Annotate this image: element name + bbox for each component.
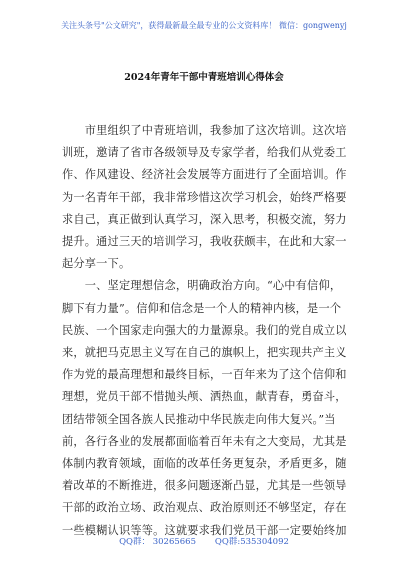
document-title: 2024年青年干部中青班培训心得体会 bbox=[124, 72, 284, 83]
footer-qq-groups: QQ群： 30265665 QQ群:535304092 bbox=[119, 537, 289, 547]
paragraph-intro: 市里组织了中青班培训，我参加了这次培训。这次培训班，邀请了省市各级领导及专家学者，给我们从党委工作、作风建设、经济社会发展等方面进行了全面培训。作为一名青年干部，我非常珍惜这次学习机会，始终严格要求自己，真正做到认真学习，深入思考，积极交流，努力提升。通过三天的培训学习，我收获颇丰，在此和大家一起分享一下。 bbox=[62, 124, 347, 271]
document-body bbox=[62, 120, 352, 542]
header-promo-note: 关注头条号"公文研究"，获得最新最全最专业的公文资料库！ 微信：gongwenyj bbox=[61, 21, 347, 30]
paragraph-section-one: 一、坚定理想信念，明确政治方向。“心中有信仰，脚下有力量”。信仰和信念是一个人的精神内核，是一个民族、一个国家走向强大的力量源泉。我们的党自成立以来，就把马克思主义写在自己的旗帜上，把实现共产主义作为党的最高理想和最终目标，一百年来为了这个信仰和理想，党员干部不惜抛头颅、洒热血，献青春，勇奋斗，团结带领全国各族人民推动中华民族走向伟大复兴。”当前，各行各业的发展都面临着百年未有之大变局，尤其是体制内教育领域，面临的改革任务更复杂，矛盾更多，随着改革的不断推进，很多问题逐渐凸显，尤其是一些领导干部的政治立场、政治观点、政治原则还不够坚定，存在一些模糊认识等等。这就要求我们党员干部一定要始终加 bbox=[62, 279, 347, 537]
